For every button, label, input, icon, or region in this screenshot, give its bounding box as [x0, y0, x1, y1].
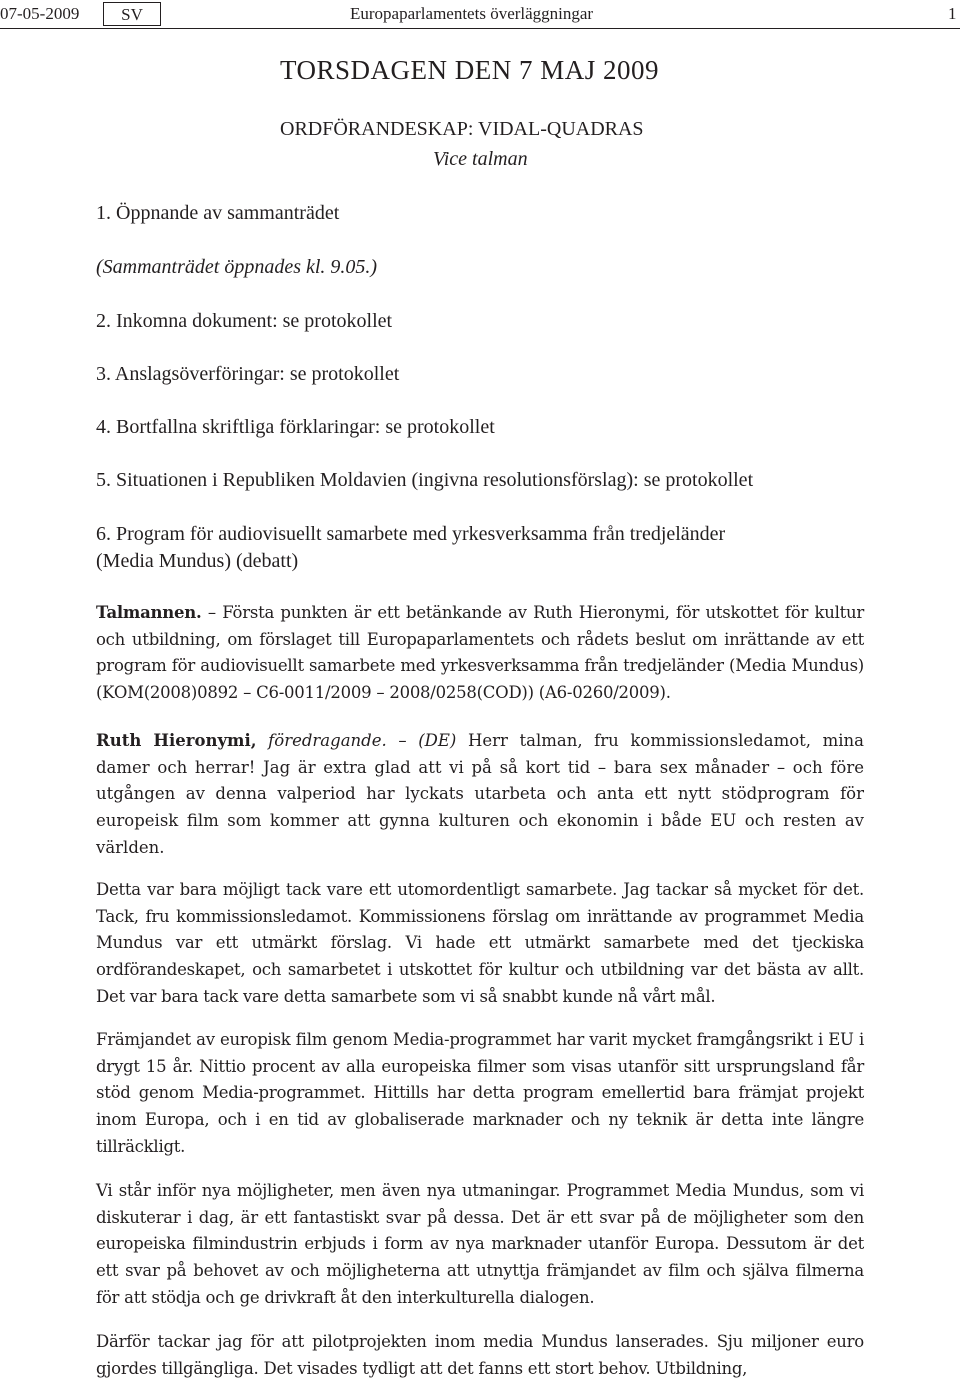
president-text: – Första punkten är ett betänkande av Ruth Hieronymi, för utskottet för kultur och utbildning, om förslaget till Europaparlamentets och rådets beslut om inrättande av ett program för audiovisuellt samarbete med yrkesverksamma från tredjeländer (Media Mundus) (KOM(2008)0892 – C6-0011/2009 – 2008/0258(COD)) (A6-0260/2009).: [96, 603, 864, 703]
speaker-role: föredragande.: [268, 731, 387, 750]
page-number: 1: [948, 4, 957, 23]
president-intervention: [96, 600, 864, 707]
language-box: SV: [103, 2, 161, 26]
paragraph-4: Vi står inför nya möjligheter, men även nya utmaningar. Programmet Media Mundus, som vi diskuterar i dag, är ett fantastiskt svar på dessa. Det är ett svar på de möjligheter som den europeiska filmindustrin erbjuds i form av nya marknader utanför Europa. Dessutom är det ett svar på behovet av och möjligheterna att utnyttja främjandet av film och själva filmerna för att stödja och ge drivkraft åt den interkulturella dialogen.: [96, 1181, 864, 1307]
president-label: Talmannen.: [96, 603, 202, 622]
paragraph-5: Därför tackar jag för att pilotprojekten inom media Mundus lanserades. Sju miljoner euro gjordes tillgängliga. Det visades tydligt att det fanns ett stort behov. Utbildning,: [96, 1332, 864, 1378]
agenda-item-1-note: (Sammanträdet öppnades kl. 9.05.): [96, 256, 378, 278]
agenda-item-4: 4. Bortfallna skriftliga förklaringar: se protokollet: [96, 416, 495, 438]
agenda-item-2: 2. Inkomna dokument: se protokollet: [96, 310, 393, 332]
chair-role: Vice talman: [433, 148, 528, 170]
rapporteur-intervention: Ruth Hieronymi, föredragande. – (DE) Herr talman, fru kommissionsledamot, mina damer och herrar! Jag är extra glad att vi på så kort tid – bara sex månader – och före utgången av denna valperiod har lyckats utarbeta och anta ett nytt stödprogram för europeisk film som kommer att gynna kulturen och ekonomin i både EU och resten av världen.: [96, 731, 865, 857]
header-date: 07-05-2009: [0, 4, 80, 23]
publication-title: Europaparlamentets överläggningar: [350, 4, 594, 23]
speaker-name: Ruth Hieronymi,: [96, 731, 257, 750]
speaker-text: Herr talman, fru kommissionsledamot, mina damer och herrar! Jag är extra glad att vi på så kort tid – bara sex månader – och före utgången av denna valperiod har lyckats utarbeta och anta ett nytt stödprogram för europeisk film som kommer att gynna kulturen och ekonomin i både EU och resten av världen.: [96, 731, 865, 857]
agenda-item-5: 5. Situationen i Republiken Moldavien (ingivna resolutionsförslag): se protokollet: [96, 469, 754, 491]
agenda-item-3: 3. Anslagsöverföringar: se protokollet: [96, 363, 400, 385]
paragraph-3: Främjandet av europisk film genom Media-programmet har varit mycket framgångsrikt i EU i drygt 15 år. Nittio procent av alla europeiska filmer som visas utanför sitt ursprungsland får stöd genom Media-programmet. Hittills har detta program emellertid bara främjat projekt inom Europa, och i en tid av globaliserade marknader och ny teknik är detta inte längre tillräckligt.: [96, 1030, 864, 1156]
agenda-item-6-line-1: 6. Program för audiovisuellt samarbete med yrkesverksamma från tredjeländer: [96, 523, 726, 545]
agenda-item-6-line-2: (Media Mundus) (debatt): [96, 550, 299, 572]
chair-heading: ORDFÖRANDESKAP: VIDAL-QUADRAS: [280, 118, 644, 140]
speaker-language: (DE): [418, 731, 457, 750]
sitting-title: TORSDAGEN DEN 7 MAJ 2009: [280, 55, 660, 85]
paragraph-2: Detta var bara möjligt tack vare ett utomordentligt samarbete. Jag tackar så mycket för det. Tack, fru kommissionsledamot. Kommissionens förslag om inrättande av programmet Media Mundus var ett utmärkt förslag. Vi hade ett utmärkt samarbete med det tjeckiska ordförandeskapet, och samarbetet i utskottet för kultur och utbildning var det bästa av allt. Det var bara tack vare detta samarbete som vi så snabbt kunde nå vårt mål.: [96, 880, 864, 1006]
agenda-item-1: 1. Öppnande av sammanträdet: [96, 202, 340, 224]
page-header: [0, 2, 960, 29]
